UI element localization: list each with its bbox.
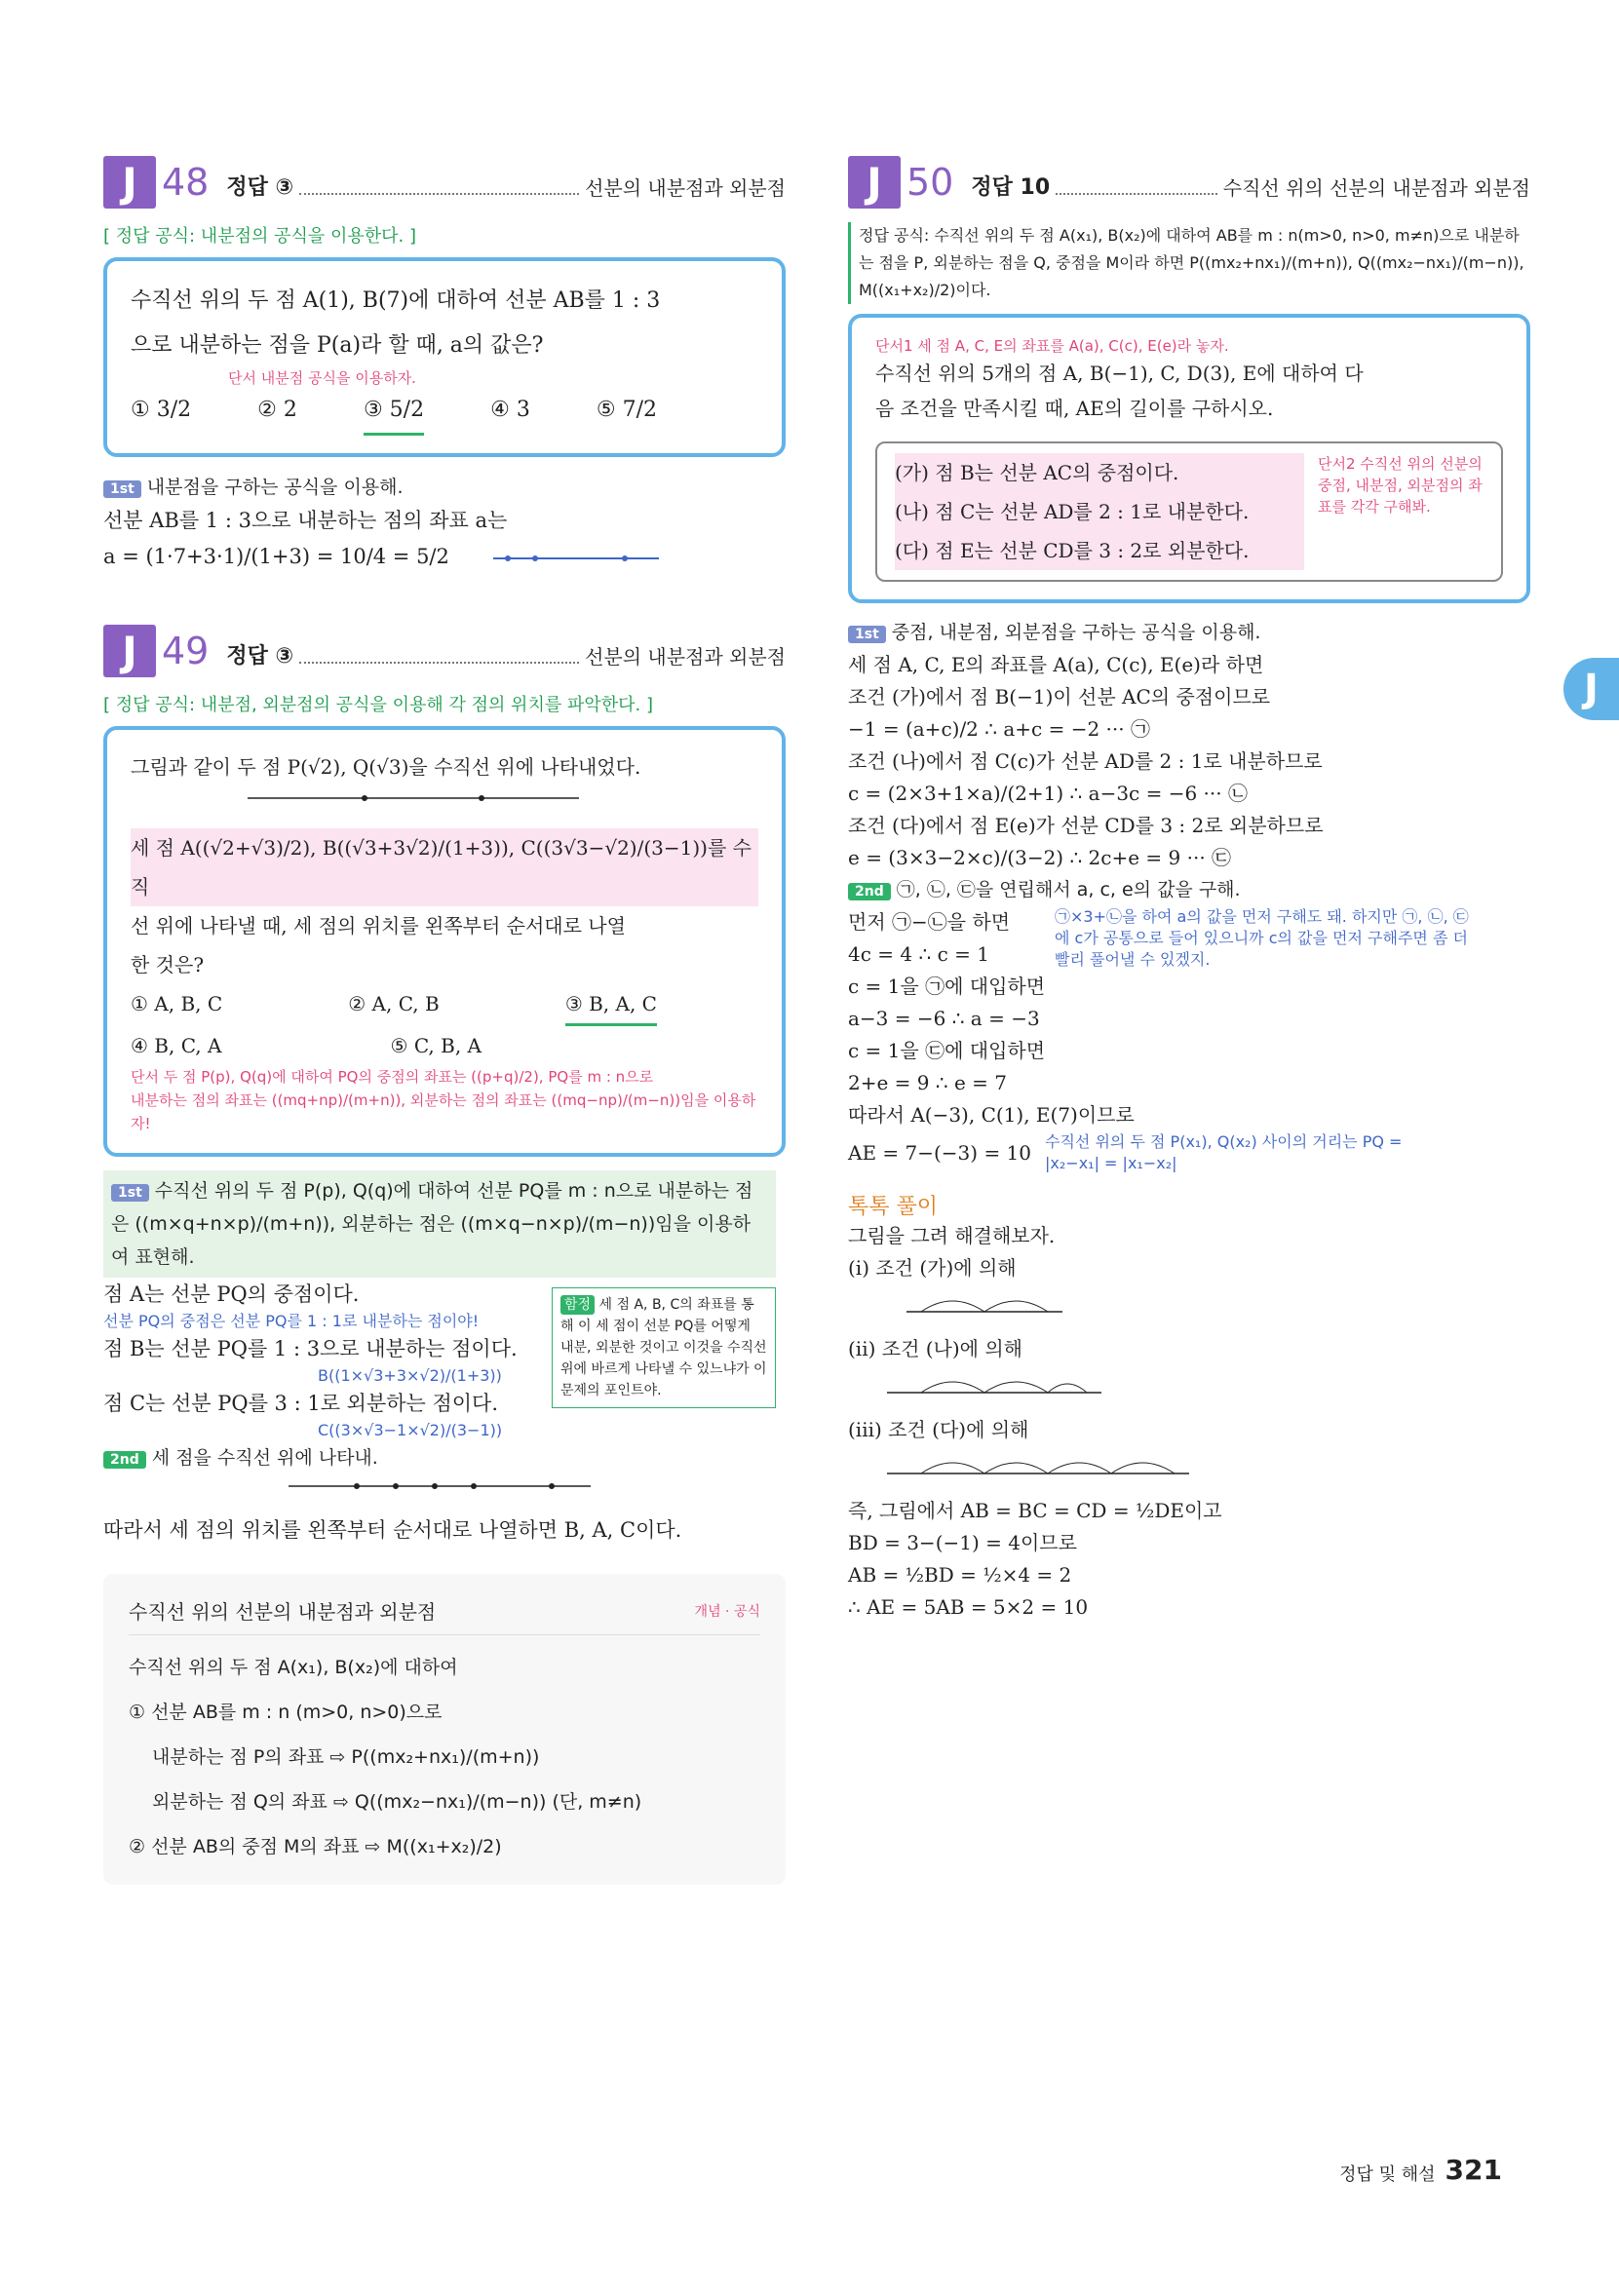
q49-trap-note xyxy=(552,1287,776,1408)
q50-s6: 조건 (다)에서 점 E(e)가 선분 CD를 3 : 2로 외분하므로 xyxy=(848,814,1324,837)
q50-step1-text: 중점, 내분점, 외분점을 구하는 공식을 이용해. xyxy=(891,622,1261,643)
choice-4[interactable]: ④ 3 xyxy=(490,398,530,422)
q49-choices-row2 xyxy=(131,1026,482,1065)
q48-badge: J xyxy=(103,156,156,209)
choice-1[interactable]: ① A, B, C xyxy=(131,992,223,1015)
q50-s12: c = 1을 ㉢에 대입하면 xyxy=(848,1039,1046,1062)
condition-ga: (가) 점 B는 선분 AC의 중점이다. xyxy=(895,453,1304,492)
q49-solution-number-line xyxy=(103,1474,786,1504)
q49-question-line3: 선 위에 나타낼 때, 세 점의 위치를 왼쪽부터 순서대로 나열 xyxy=(131,914,626,938)
q50-s11: a−3 = −6 ∴ a = −3 xyxy=(848,1007,1040,1030)
q50-t8: ∴ AE = 5AB = 5×2 = 10 xyxy=(848,1595,1089,1619)
q48-sol-line2: a = (1·7+3·1)/(1+3) = 10/4 = 5/2 xyxy=(103,545,449,568)
concept-box xyxy=(103,1574,786,1885)
q49-question-line1: 그림과 같이 두 점 P(√2), Q(√3)을 수직선 위에 나타내었다. xyxy=(131,755,641,779)
q50-s7: e = (3×3−2×c)/(3−2) ∴ 2c+e = 9 ··· ㉢ xyxy=(848,846,1232,869)
q50-hint1: 단서1 세 점 A, C, E의 좌표를 A(a), C(c), E(e)라 놓자. xyxy=(875,337,1229,355)
q50-s8: 먼저 ㉠−㉡을 하면 xyxy=(848,910,1011,934)
q50-header xyxy=(848,146,1530,209)
choice-2[interactable]: ② 2 xyxy=(257,398,297,422)
step-1-badge: 1st xyxy=(103,480,141,498)
q49-number-line xyxy=(131,786,715,816)
q48-header xyxy=(103,146,786,209)
choice-5[interactable]: ⑤ 7/2 xyxy=(596,398,657,422)
q50-hint2: 단서2 수직선 위의 선분의 중점, 내분점, 외분점의 좌표를 각각 구해봐. xyxy=(1318,455,1483,516)
q49-sol-a-note: 선분 PQ의 중점은 선분 PQ를 1 : 1로 내분하는 점이야! xyxy=(103,1312,480,1330)
q48-hint: 단서 내분점 공식을 이용하자. xyxy=(228,369,416,387)
leader-dots xyxy=(299,193,579,195)
q50-question-line2: 음 조건을 만족시킬 때, AE의 길이를 구하시오. xyxy=(875,397,1274,420)
step-2-badge: 2nd xyxy=(103,1451,146,1469)
footer-label: 정답 및 해설 xyxy=(1339,2164,1436,2185)
q50-topic: 수직선 위의 선분의 내분점과 외분점 xyxy=(1222,176,1530,200)
q49-step2-text: 세 점을 수직선 위에 나타내. xyxy=(151,1447,378,1469)
condition-na: (나) 점 C는 선분 AD를 2 : 1로 내분한다. xyxy=(895,492,1304,531)
q49-number: 49 xyxy=(162,630,210,672)
tip-diagram-3 xyxy=(848,1446,1199,1485)
q48-step1-text: 내분점을 구하는 공식을 이용해. xyxy=(146,477,404,498)
q49-conclusion: 따라서 세 점의 위치를 왼쪽부터 순서대로 나열하면 B, A, C이다. xyxy=(103,1518,682,1542)
trap-label: 함정 xyxy=(560,1295,595,1315)
q50-t1: 그림을 그려 해결해보자. xyxy=(848,1224,1056,1247)
q49-step1-text: 수직선 위의 두 점 P(p), Q(q)에 대하여 선분 PQ를 m : n으로 내분하는 점은 ((m×q+n×p)/(m+n)), 외분하는 점은 ((m×q−n×p)/(m−n))임을 이용하여 표현해. xyxy=(111,1180,753,1268)
q49-topic: 선분의 내분점과 외분점 xyxy=(585,645,786,669)
q49-header xyxy=(103,615,786,677)
q50-s1: 세 점 A, C, E의 좌표를 A(a), C(c), E(e)라 하면 xyxy=(848,653,1264,676)
q50-s15-note: 수직선 위의 두 점 P(x₁), Q(x₂) 사이의 거리는 PQ = |x₂−x₁| = |x₁−x₂| xyxy=(1045,1132,1403,1172)
q50-s13: 2+e = 9 ∴ e = 7 xyxy=(848,1071,1007,1094)
q50-t5: 즉, 그림에서 AB = BC = CD = ½DE이고 xyxy=(848,1499,1222,1522)
step-1-badge: 1st xyxy=(848,626,886,643)
q48-formula: [ 정답 공식: 내분점의 공식을 이용한다. ] xyxy=(103,226,416,247)
q50-number: 50 xyxy=(906,161,954,204)
q50-question-line1: 수직선 위의 5개의 점 A, B(−1), C, D(3), E에 대하여 다 xyxy=(875,362,1364,385)
q50-s5: c = (2×3+1×a)/(2+1) ∴ a−3c = −6 ··· ㉡ xyxy=(848,782,1248,805)
q48-question-box xyxy=(103,257,786,457)
q49-sol-b: 점 B는 선분 PQ를 1 : 3으로 내분하는 점이다. xyxy=(103,1337,518,1360)
page-footer xyxy=(1339,2154,1502,2186)
concept-title: 수직선 위의 선분의 내분점과 외분점 xyxy=(129,1600,437,1624)
q49-question-line2: 세 점 A((√2+√3)/2), B((√3+3√2)/(1+3)), C((3√3−√2)/(3−1))를 수직 xyxy=(131,828,758,906)
q50-s4: 조건 (나)에서 점 C(c)가 선분 AD를 2 : 1로 내분하므로 xyxy=(848,749,1323,773)
concept-line1: 수직선 위의 두 점 A(x₁), B(x₂)에 대하여 xyxy=(129,1657,458,1678)
condition-da: (다) 점 E는 선분 CD를 3 : 2로 외분한다. xyxy=(895,531,1304,570)
q49-question-box xyxy=(103,726,786,1157)
q50-s8-note: ㉠×3+㉡을 하여 a의 값을 먼저 구해도 돼. 하지만 ㉠, ㉡, ㉢에 c가 공통으로 들어 있으니까 c의 값을 먼저 구해주면 좀 더 빨리 풀어낼 수 있겠지. xyxy=(1055,907,1469,969)
q49-choices-row1 xyxy=(131,984,657,1026)
choice-5[interactable]: ⑤ C, B, A xyxy=(390,1034,482,1057)
q50-s9: 4c = 4 ∴ c = 1 xyxy=(848,942,989,966)
q50-conditions xyxy=(875,441,1503,582)
q50-t2: (i) 조건 (가)에 의해 xyxy=(848,1256,1017,1280)
q50-s10: c = 1을 ㉠에 대입하면 xyxy=(848,975,1046,998)
q48-choices xyxy=(131,388,657,436)
q50-step2-text: ㉠, ㉡, ㉢을 연립해서 a, c, e의 값을 구해. xyxy=(896,879,1241,900)
q50-t7: AB = ½BD = ½×4 = 2 xyxy=(848,1563,1072,1587)
q50-t4: (iii) 조건 (다)에 의해 xyxy=(848,1418,1029,1441)
tip-diagram-2 xyxy=(848,1365,1140,1404)
q49-hint-line1: 단서 두 점 P(p), Q(q)에 대하여 PQ의 중점의 좌표는 ((p+q)/2), PQ를 m : n으로 xyxy=(131,1068,654,1086)
tip-diagram-1 xyxy=(848,1284,1140,1323)
q50-question-box xyxy=(848,314,1530,603)
q49-sol-c: 점 C는 선분 PQ를 3 : 1로 외분하는 점이다. xyxy=(103,1392,499,1415)
q49-answer: 정답 ③ xyxy=(226,644,294,669)
q50-t6: BD = 3−(−1) = 4이므로 xyxy=(848,1531,1077,1554)
q48-sol-line1: 선분 AB를 1 : 3으로 내분하는 점의 좌표 a는 xyxy=(103,509,508,532)
page-number: 321 xyxy=(1445,2154,1502,2186)
concept-line2: ① 선분 AB를 m : n (m>0, n>0)으로 xyxy=(129,1702,443,1723)
choice-2[interactable]: ② A, C, B xyxy=(348,992,440,1015)
tip-title: 톡톡 풀이 xyxy=(848,1195,939,1219)
step-1-badge: 1st xyxy=(111,1184,149,1202)
q49-sol-c-note: C((3×√3−1×√2)/(3−1)) xyxy=(318,1421,503,1439)
q49-solution xyxy=(103,1170,786,1547)
q49-question-line4: 한 것은? xyxy=(131,953,205,976)
concept-line3: 내분하는 점 P의 좌표 ⇨ P((mx₂+nx₁)/(m+n)) xyxy=(152,1746,540,1768)
choice-3[interactable]: ③ 5/2 xyxy=(364,388,424,436)
choice-4[interactable]: ④ B, C, A xyxy=(131,1034,222,1057)
sidebar-chapter-tab[interactable]: J xyxy=(1563,658,1619,720)
right-column xyxy=(848,146,1530,1624)
q49-hint-line2: 내분하는 점의 좌표는 ((mq+np)/(m+n)), 외분하는 점의 좌표는 ((mq−np)/(m−n))임을 이용하자! xyxy=(131,1091,756,1132)
concept-line5: ② 선분 AB의 중점 M의 좌표 ⇨ M((x₁+x₂)/2) xyxy=(129,1836,502,1857)
q48-question-line2: 으로 내분하는 점을 P(a)라 할 때, a의 값은? xyxy=(131,333,544,358)
q48-question-line1: 수직선 위의 두 점 A(1), B(7)에 대하여 선분 AB를 1 : 3 xyxy=(131,288,661,313)
q48-answer: 정답 ③ xyxy=(226,175,294,200)
q49-sol-a: 점 A는 선분 PQ의 중점이다. xyxy=(103,1282,360,1306)
q48-number-line xyxy=(488,537,664,576)
q49-formula: [ 정답 공식: 내분점, 외분점의 공식을 이용해 각 점의 위치를 파악한다. ] xyxy=(103,695,653,715)
q50-s2: 조건 (가)에서 점 B(−1)이 선분 AC의 중점이므로 xyxy=(848,685,1271,708)
q50-s3: −1 = (a+c)/2 ∴ a+c = −2 ··· ㉠ xyxy=(848,717,1150,741)
step-2-badge: 2nd xyxy=(848,883,891,900)
q50-t3: (ii) 조건 (나)에 의해 xyxy=(848,1337,1022,1360)
q48-topic: 선분의 내분점과 외분점 xyxy=(585,176,786,200)
concept-badge: 개념 · 공식 xyxy=(694,1604,760,1620)
q50-answer: 정답 10 xyxy=(971,175,1051,200)
q50-solution xyxy=(848,617,1530,1624)
choice-3[interactable]: ③ B, A, C xyxy=(565,984,657,1026)
choice-1[interactable]: ① 3/2 xyxy=(131,398,192,422)
q50-s14: 따라서 A(−3), C(1), E(7)이므로 xyxy=(848,1103,1135,1127)
trap-text: 세 점 A, B, C의 좌표를 통해 이 세 점이 선분 PQ를 어떻게 내분, 외분한 것이고 이것을 수직선 위에 바르게 나타낼 수 있느냐가 이 문제의 포인트야. xyxy=(560,1297,767,1398)
leader-dots xyxy=(299,662,579,664)
q49-badge: J xyxy=(103,625,156,677)
concept-line4: 외분하는 점 Q의 좌표 ⇨ Q((mx₂−nx₁)/(m−n)) (단, m≠n) xyxy=(152,1791,642,1813)
q50-s15: AE = 7−(−3) = 10 xyxy=(848,1140,1032,1165)
q49-sol-b-note: B((1×√3+3×√2)/(1+3)) xyxy=(318,1366,502,1385)
q50-formula: 정답 공식: 수직선 위의 두 점 A(x₁), B(x₂)에 대하여 AB를 m : n(m>0, n>0, m≠n)으로 내분하는 점을 P, 외분하는 점을 Q, 중점을 M이라 하면 P((mx₂+nx₁)/(m+n)), Q((mx₂−nx₁)/(m−n)), M((x₁+x₂)/2)이다. xyxy=(848,222,1530,304)
left-column xyxy=(103,146,786,1885)
q50-badge: J xyxy=(848,156,901,209)
q48-number: 48 xyxy=(162,161,210,204)
leader-dots xyxy=(1056,193,1217,195)
q48-solution xyxy=(103,471,786,576)
